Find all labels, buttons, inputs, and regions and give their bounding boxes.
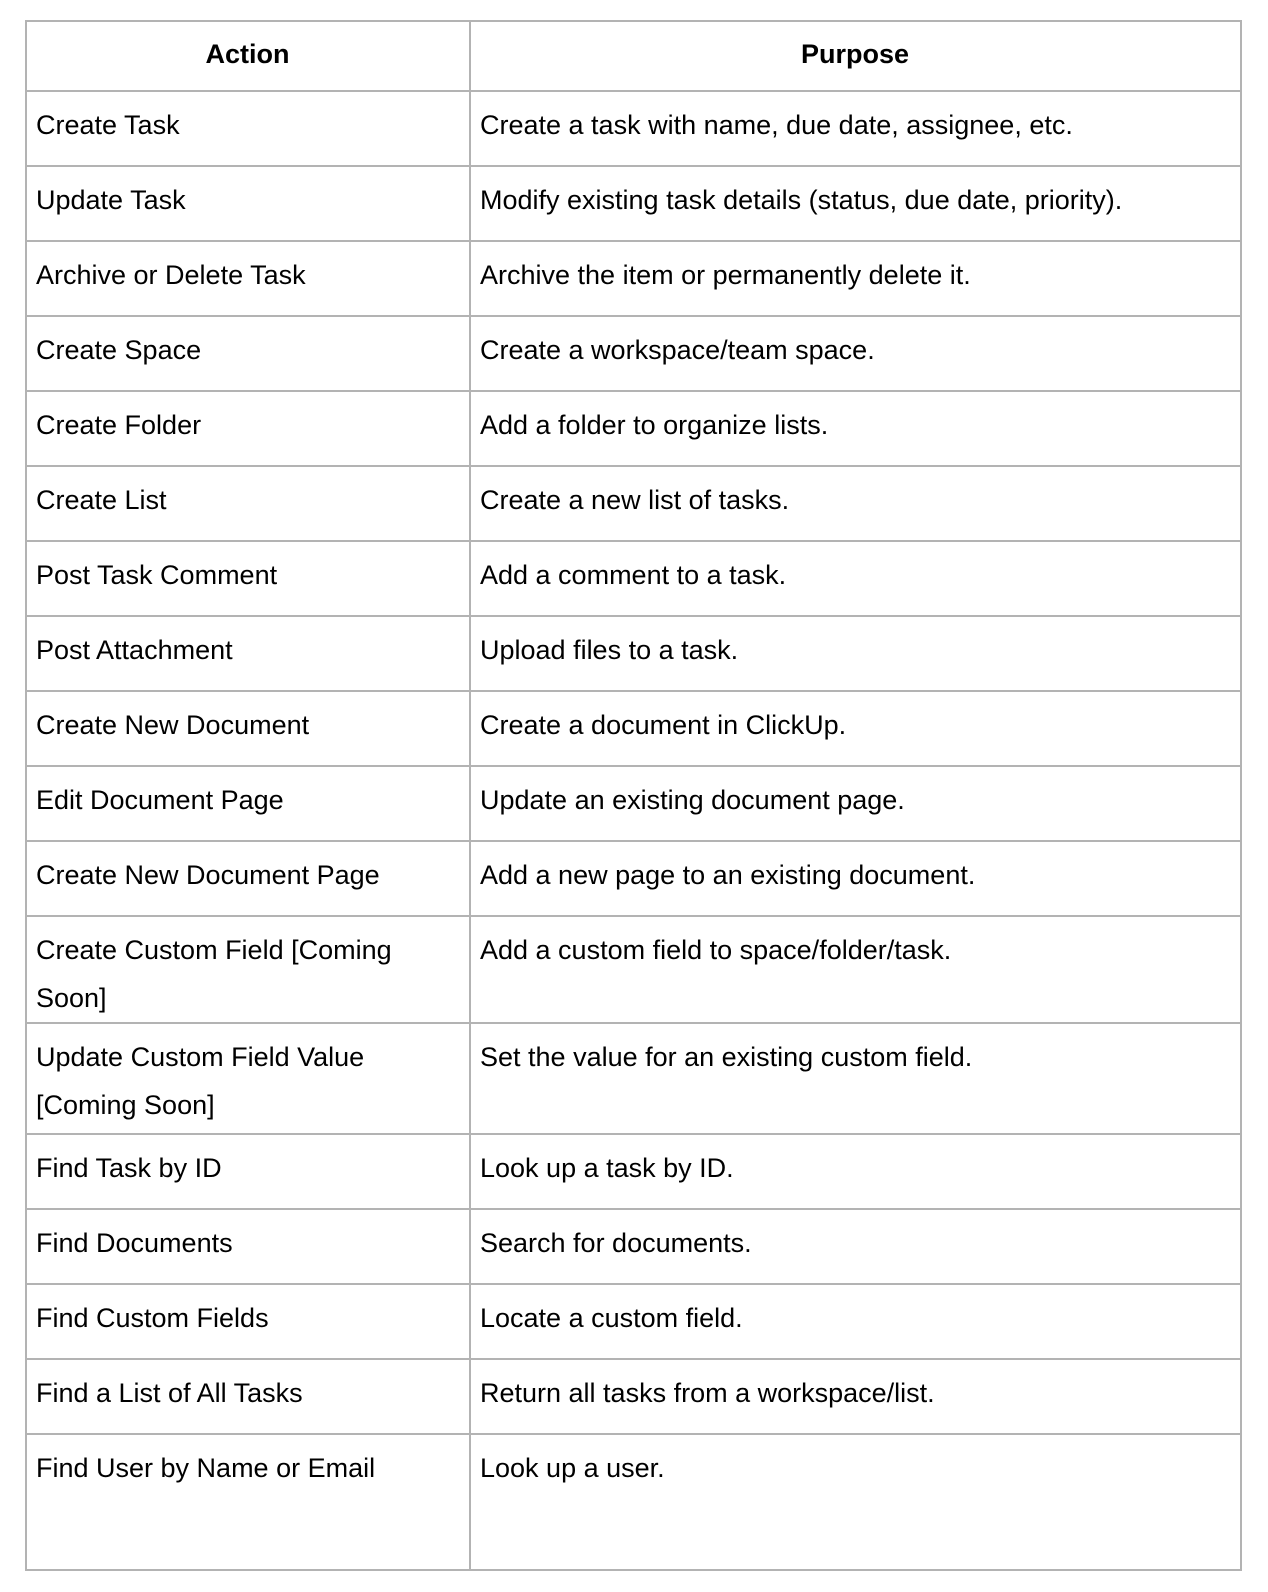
actions-reference-table xyxy=(25,20,1242,1571)
cell-action xyxy=(26,316,470,391)
action-label: Update Custom Field Value [Coming Soon] xyxy=(36,1042,365,1120)
purpose-label: Add a comment to a task. xyxy=(480,560,787,590)
cell-action xyxy=(26,1359,470,1434)
action-label: Archive or Delete Task xyxy=(36,260,306,290)
cell-purpose xyxy=(470,1209,1241,1284)
table-row xyxy=(26,841,1241,916)
table-row xyxy=(26,391,1241,466)
purpose-label: Look up a task by ID. xyxy=(480,1153,734,1183)
table-row xyxy=(26,91,1241,166)
cell-purpose xyxy=(470,1023,1241,1134)
cell-action xyxy=(26,466,470,541)
purpose-label: Add a new page to an existing document. xyxy=(480,860,976,890)
table-header-row xyxy=(26,21,1241,91)
cell-purpose xyxy=(470,616,1241,691)
cell-action xyxy=(26,841,470,916)
table-row xyxy=(26,1023,1241,1134)
cell-action xyxy=(26,1023,470,1134)
purpose-label: Archive the item or permanently delete it. xyxy=(480,260,971,290)
purpose-label: Add a folder to organize lists. xyxy=(480,410,829,440)
cell-purpose xyxy=(470,691,1241,766)
action-label: Edit Document Page xyxy=(36,785,284,815)
table-header xyxy=(26,21,1241,91)
table-row xyxy=(26,466,1241,541)
action-label: Create Custom Field [Coming Soon] xyxy=(36,935,392,1013)
purpose-label: Set the value for an existing custom field. xyxy=(480,1042,973,1072)
purpose-label: Create a workspace/team space. xyxy=(480,335,875,365)
cell-action xyxy=(26,241,470,316)
cell-purpose xyxy=(470,391,1241,466)
action-label: Update Task xyxy=(36,185,186,215)
column-header-action xyxy=(26,21,470,91)
purpose-label: Upload files to a task. xyxy=(480,635,739,665)
cell-purpose xyxy=(470,1284,1241,1359)
table-row xyxy=(26,316,1241,391)
purpose-label: Create a document in ClickUp. xyxy=(480,710,847,740)
cell-purpose xyxy=(470,166,1241,241)
purpose-label: Create a new list of tasks. xyxy=(480,485,790,515)
cell-purpose xyxy=(470,466,1241,541)
cell-action xyxy=(26,166,470,241)
action-label: Create Task xyxy=(36,110,180,140)
table-row xyxy=(26,766,1241,841)
cell-action xyxy=(26,916,470,1023)
table-row xyxy=(26,616,1241,691)
cell-action xyxy=(26,1284,470,1359)
table-row xyxy=(26,691,1241,766)
cell-purpose xyxy=(470,766,1241,841)
purpose-label: Search for documents. xyxy=(480,1228,752,1258)
action-label: Create List xyxy=(36,485,167,515)
purpose-label: Add a custom field to space/folder/task. xyxy=(480,935,952,965)
cell-action xyxy=(26,391,470,466)
table-row xyxy=(26,241,1241,316)
table-row xyxy=(26,166,1241,241)
cell-action xyxy=(26,766,470,841)
cell-action xyxy=(26,691,470,766)
table-row xyxy=(26,1134,1241,1209)
table-row xyxy=(26,541,1241,616)
cell-action xyxy=(26,1209,470,1284)
action-label: Find User by Name or Email xyxy=(36,1453,376,1483)
cell-purpose xyxy=(470,841,1241,916)
table-row xyxy=(26,1209,1241,1284)
action-label: Create Folder xyxy=(36,410,202,440)
table-row xyxy=(26,1284,1241,1359)
table-row xyxy=(26,1434,1241,1570)
cell-action xyxy=(26,541,470,616)
cell-purpose xyxy=(470,91,1241,166)
purpose-label: Create a task with name, due date, assignee, etc. xyxy=(480,110,1073,140)
cell-purpose xyxy=(470,316,1241,391)
table-row xyxy=(26,1359,1241,1434)
cell-action xyxy=(26,1134,470,1209)
cell-purpose xyxy=(470,1434,1241,1570)
purpose-label: Return all tasks from a workspace/list. xyxy=(480,1378,935,1408)
cell-action xyxy=(26,616,470,691)
cell-purpose xyxy=(470,241,1241,316)
action-label: Find Documents xyxy=(36,1228,233,1258)
action-label: Find Custom Fields xyxy=(36,1303,269,1333)
cell-purpose xyxy=(470,1359,1241,1434)
purpose-label: Locate a custom field. xyxy=(480,1303,743,1333)
action-label: Find a List of All Tasks xyxy=(36,1378,303,1408)
cell-purpose xyxy=(470,1134,1241,1209)
table-body xyxy=(26,91,1241,1570)
action-label: Create New Document Page xyxy=(36,860,380,890)
cell-action xyxy=(26,91,470,166)
action-label: Find Task by ID xyxy=(36,1153,222,1183)
column-header-purpose xyxy=(470,21,1241,91)
purpose-label: Modify existing task details (status, due date, priority). xyxy=(480,185,1123,215)
column-header-purpose-label: Purpose xyxy=(800,39,910,69)
cell-purpose xyxy=(470,916,1241,1023)
action-label: Post Attachment xyxy=(36,635,233,665)
purpose-label: Update an existing document page. xyxy=(480,785,905,815)
purpose-label: Look up a user. xyxy=(480,1453,665,1483)
action-label: Create Space xyxy=(36,335,202,365)
table-row xyxy=(26,916,1241,1023)
column-header-action-label: Action xyxy=(205,39,290,69)
cell-action xyxy=(26,1434,470,1570)
action-label: Create New Document xyxy=(36,710,310,740)
action-label: Post Task Comment xyxy=(36,560,278,590)
cell-purpose xyxy=(470,541,1241,616)
